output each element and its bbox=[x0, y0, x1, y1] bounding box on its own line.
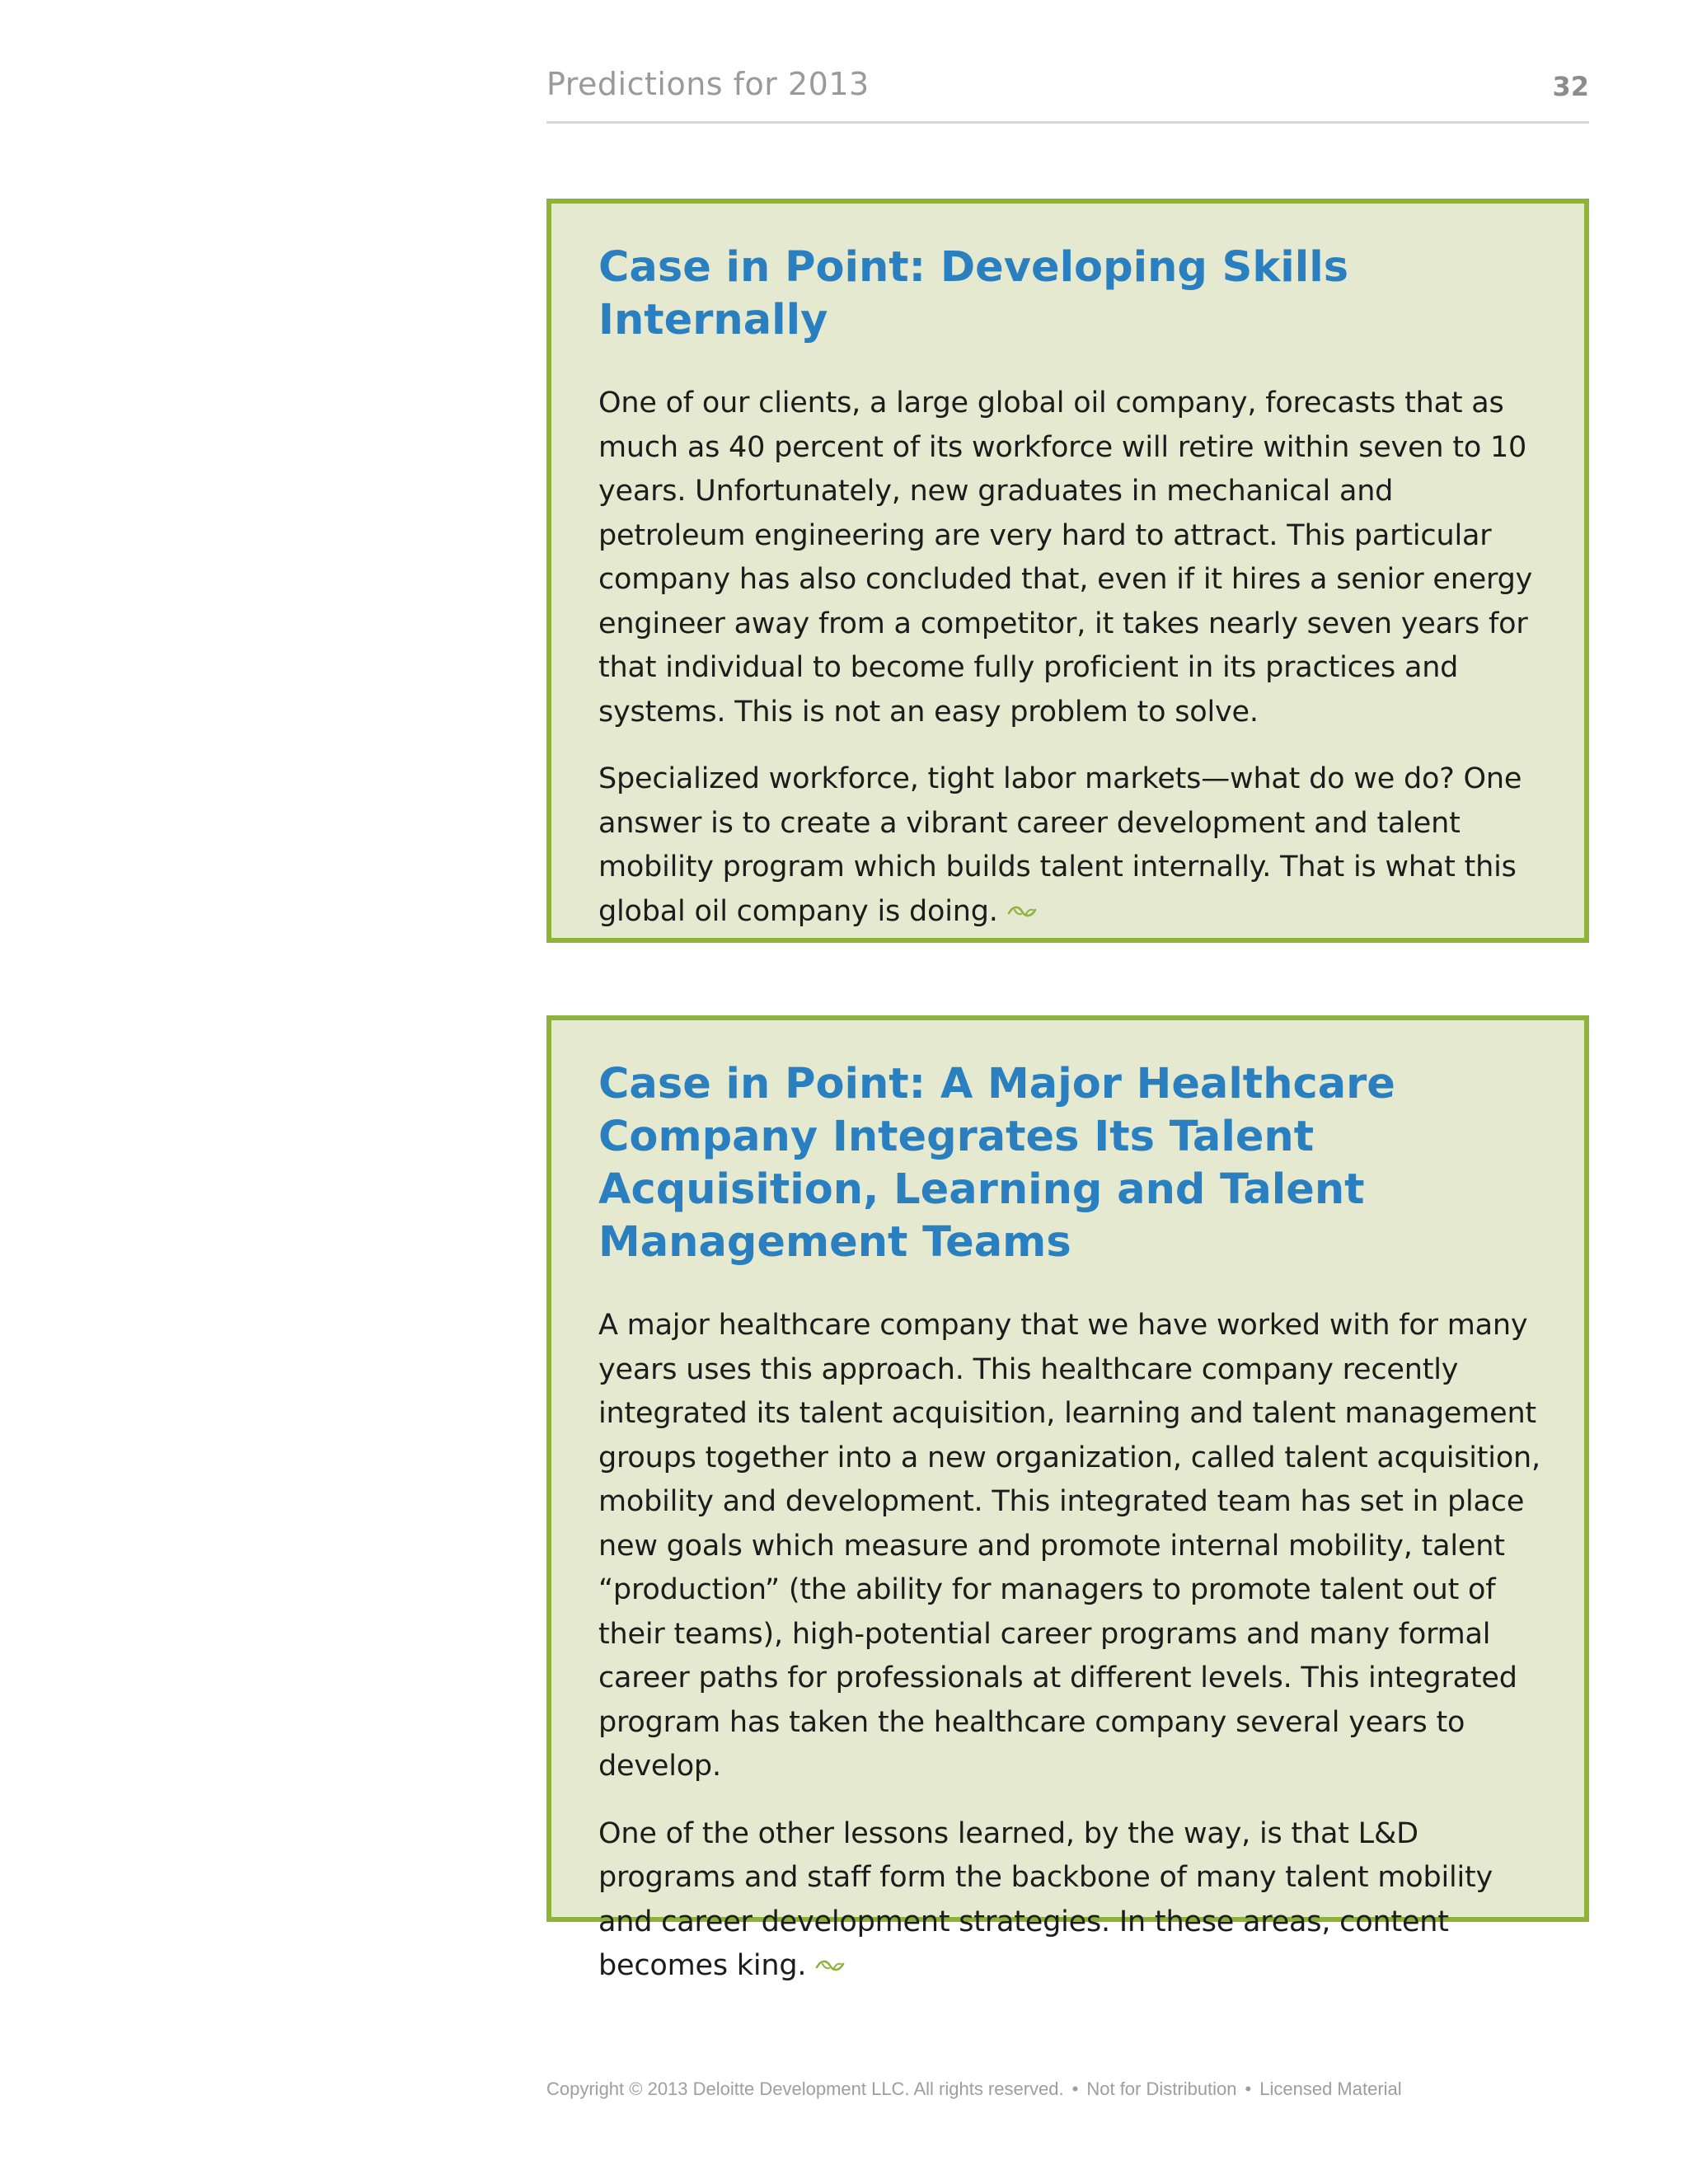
page-footer bbox=[546, 2079, 1402, 2100]
page-header bbox=[546, 66, 1589, 124]
leaf-end-mark-icon bbox=[814, 1944, 846, 1989]
leaf-end-mark-icon bbox=[1006, 890, 1038, 935]
case-paragraph-text: Specialized workforce, tight labor markets—what do we do? One answer is to create a vibrant career development and talent mobility program which builds talent internally. That is what this global oil company is doing. bbox=[598, 762, 1522, 928]
footer-separator: • bbox=[1071, 2079, 1079, 2099]
page-number: 32 bbox=[1552, 71, 1589, 102]
case-paragraph: A major healthcare company that we have worked with for many years uses this approach. This healthcare company recently integrated its talent acquisition, learning and talent management groups together into a new organization, called talent acquisition, mobility and development. This integrated team has set in place new goals which measure and promote internal mobility, talent “production” (the ability for managers to promote talent out of their teams), high-potential career programs and many formal career paths for professionals at different levels. This integrated program has taken the healthcare company several years to develop. bbox=[598, 1309, 1540, 1783]
distribution-notice: Not for Distribution bbox=[1086, 2079, 1237, 2099]
copyright-text: Copyright © 2013 Deloitte Development LLC. All rights reserved. bbox=[546, 2079, 1064, 2099]
case-in-point-box-healthcare bbox=[546, 1015, 1589, 1982]
footer-separator: • bbox=[1245, 2079, 1252, 2099]
case-paragraph-text: One of the other lessons learned, by the way, is that L&D programs and staff form the backbone of many talent mobility and career development strategies. In these areas, content becomes king. bbox=[598, 1816, 1493, 1982]
case-title: Case in Point: Developing Skills Internally bbox=[598, 243, 1349, 344]
case-paragraph-last bbox=[598, 1812, 1543, 1989]
case-in-point-box-skills bbox=[546, 199, 1589, 943]
case-paragraph-last bbox=[598, 757, 1543, 934]
case-title: Case in Point: A Major Healthcare Company Integrates Its Talent Acquisition, Learning and Talent Management Teams bbox=[598, 1060, 1395, 1267]
case-paragraph: One of our clients, a large global oil company, forecasts that as much as 40 percent of its workforce will retire within seven to 10 years. Unfortunately, new graduates in mechanical and petroleum engineering are very hard to attract. This particular company has also concluded that, even if it hires a senior energy engineer away from a competitor, it takes nearly seven years for that individual to become fully proficient in its practices and systems. This is not an easy problem to solve. bbox=[598, 387, 1533, 729]
license-notice: Licensed Material bbox=[1259, 2079, 1402, 2099]
running-header-title: Predictions for 2013 bbox=[546, 66, 870, 102]
